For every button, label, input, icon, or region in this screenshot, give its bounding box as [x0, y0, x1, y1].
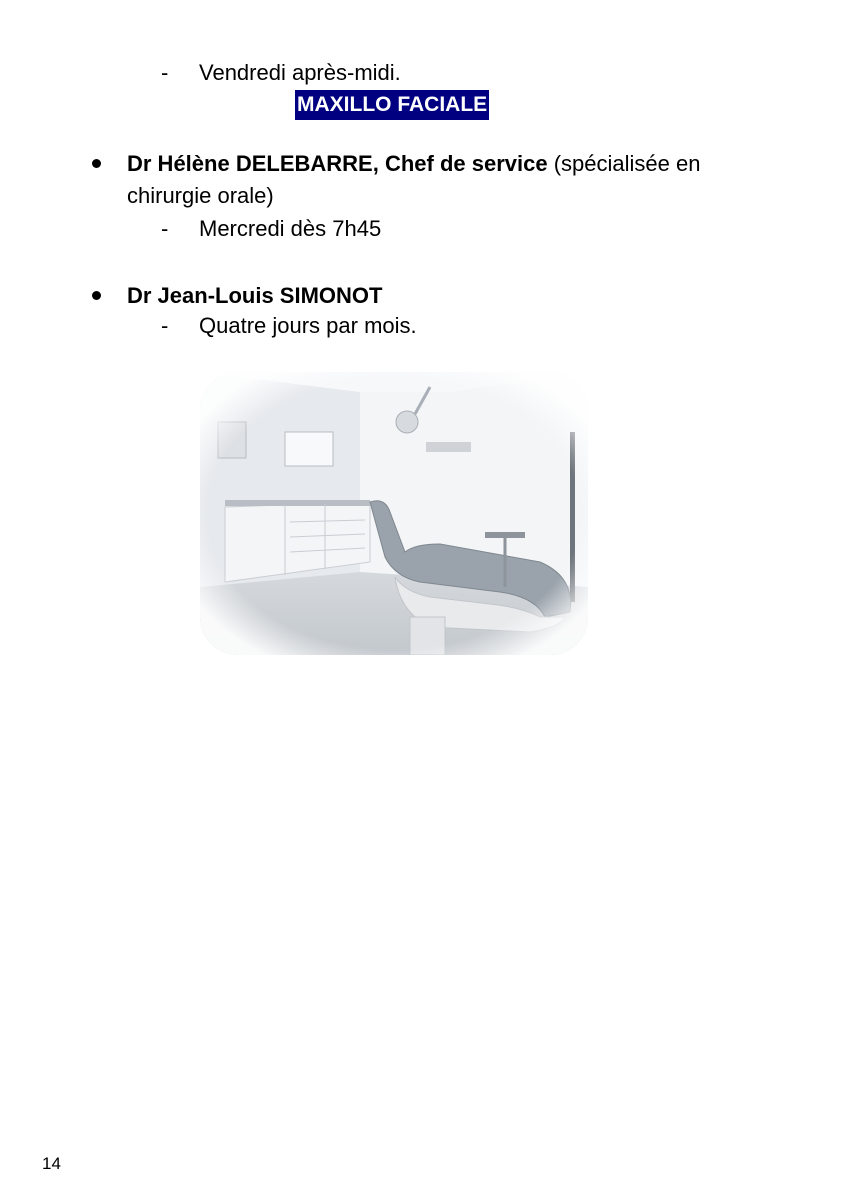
doctor-name: Dr Hélène DELEBARRE, Chef de service — [127, 151, 548, 176]
doctor-name: Dr Jean-Louis SIMONOT — [127, 283, 383, 308]
bullet-icon — [92, 291, 101, 300]
doctor-entry — [127, 280, 747, 312]
dash-marker: - — [161, 60, 169, 85]
schedule-text: Quatre jours par mois. — [199, 313, 417, 338]
doctor-entry — [127, 148, 747, 212]
schedule-text: Vendredi après-midi. — [199, 60, 401, 85]
bullet-icon — [92, 159, 101, 168]
dash-marker: - — [161, 216, 169, 241]
doctor-specialty: (spécialisée en chirurgie orale) — [127, 151, 701, 208]
page-number: 14 — [42, 1154, 61, 1173]
section-heading: MAXILLO FACIALE — [295, 90, 489, 120]
dental-room-photo — [200, 372, 588, 655]
schedule-text: Mercredi dès 7h45 — [199, 216, 382, 241]
dash-marker: - — [161, 313, 169, 338]
dental-room-illustration — [200, 372, 588, 655]
